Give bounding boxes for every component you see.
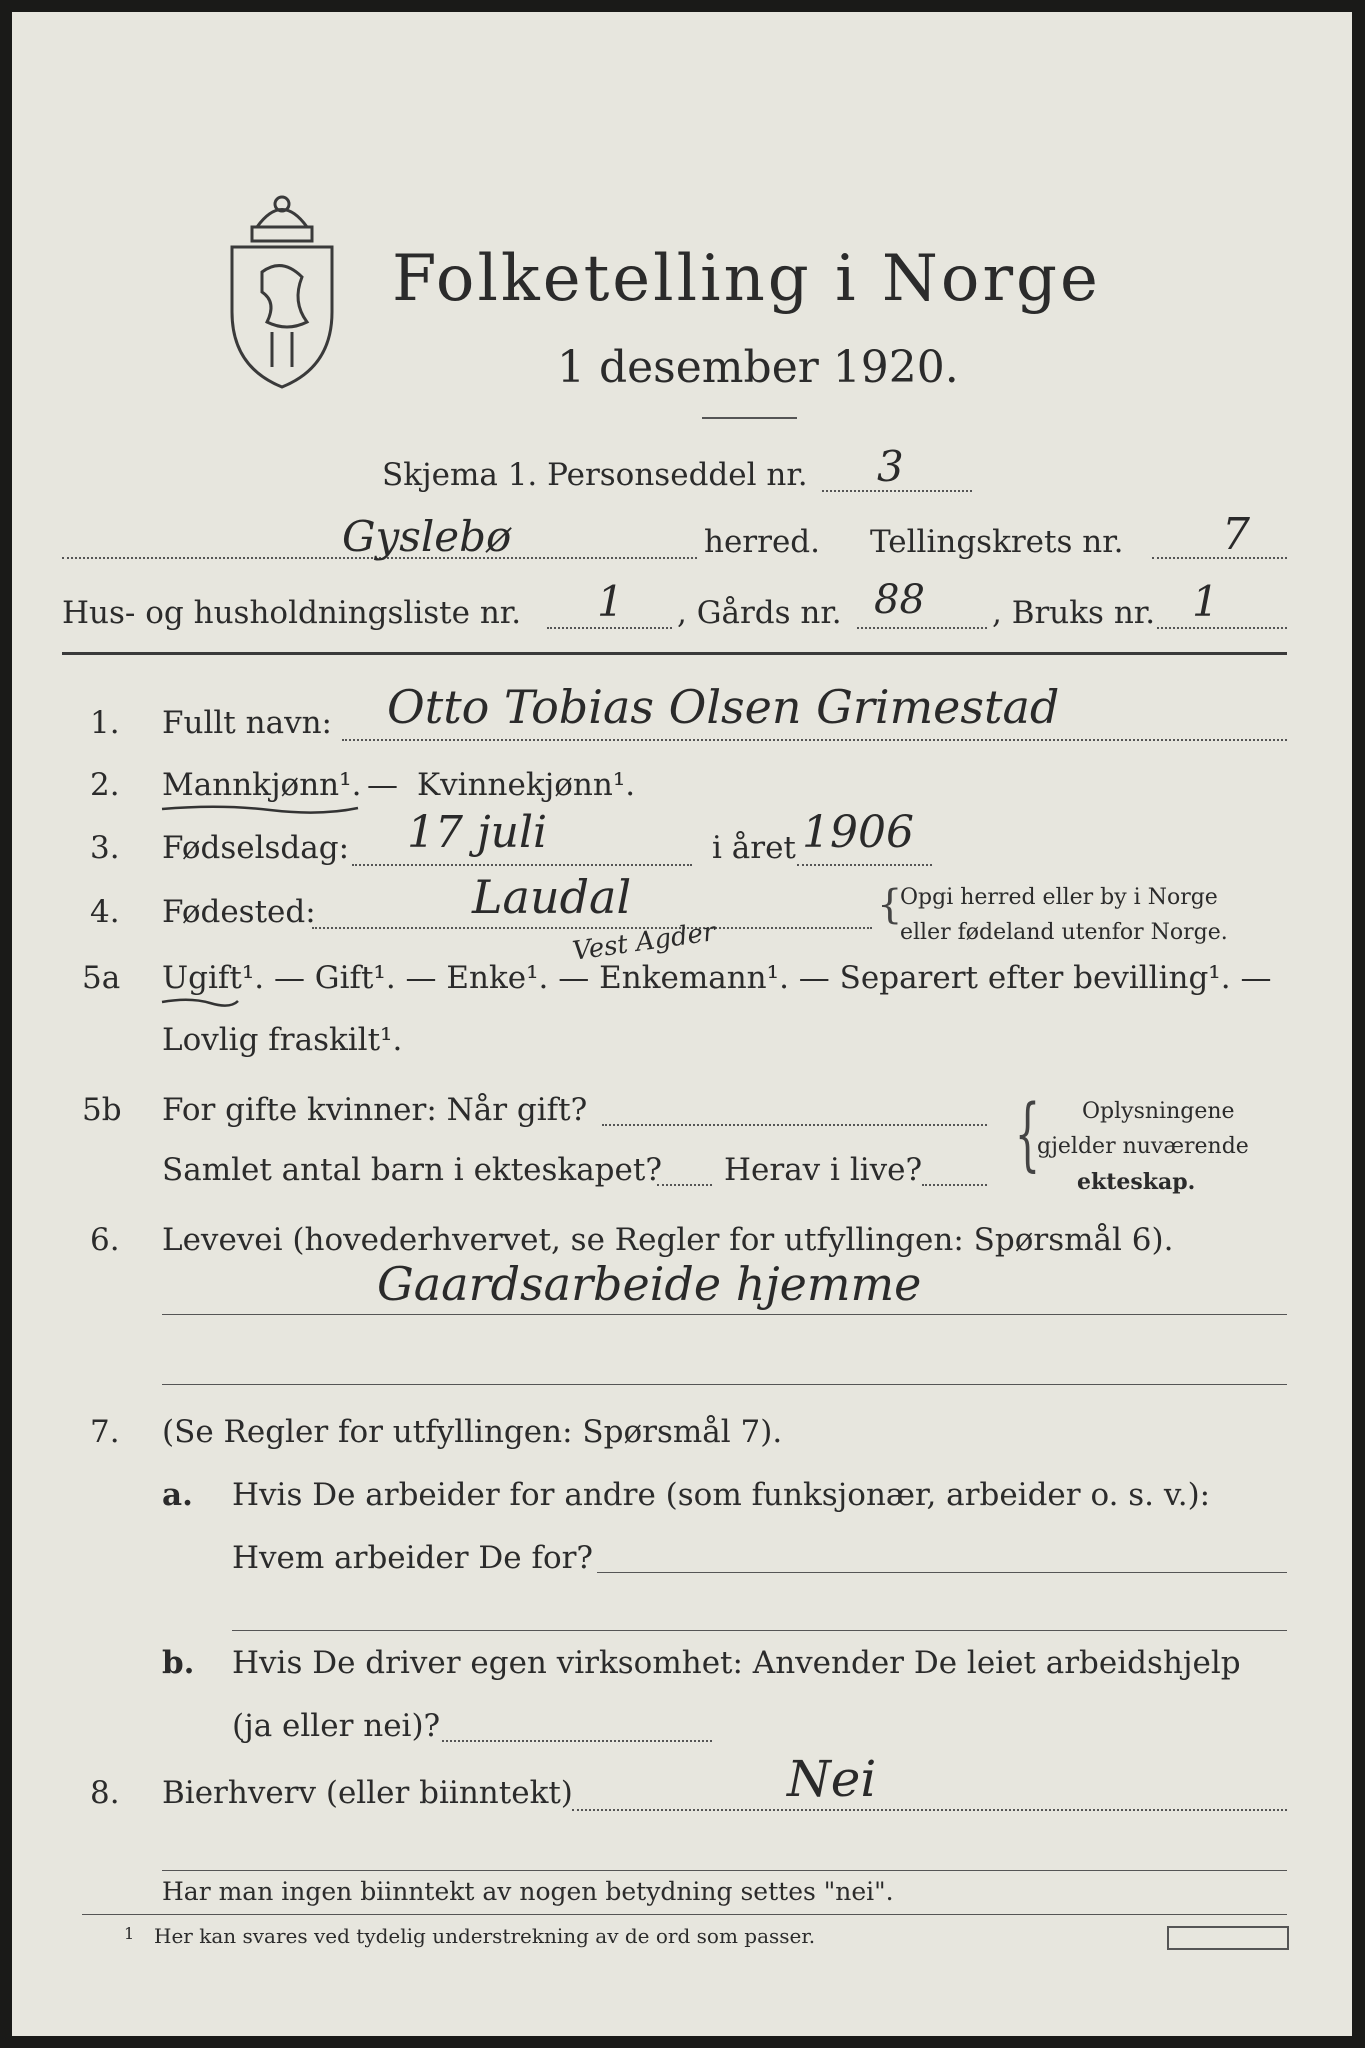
herred-value[interactable]: Gyslebø (342, 512, 512, 561)
husholdningsliste-label: Hus- og husholdningsliste nr. (62, 595, 522, 631)
coat-of-arms-icon (212, 182, 352, 397)
printer-stamp (1167, 1926, 1289, 1950)
header-divider (62, 652, 1287, 655)
q8-note: Har man ingen biinntekt av nogen betydning settes "nei". (162, 1877, 894, 1906)
male-underline-mark (160, 802, 360, 816)
q5a-number: 5a (82, 960, 121, 996)
q5a-options[interactable]: Ugift¹. — Gift¹. — Enke¹. — Enkemann¹. — Separert efter bevilling¹. — (162, 960, 1272, 996)
q5b-note-line2: gjelder nuværende (1037, 1134, 1249, 1159)
q2-number: 2. (90, 767, 120, 803)
q5b-alive-label: Herav i live? (724, 1152, 923, 1188)
q4-number: 4. (90, 894, 120, 930)
q4-brace: { (877, 882, 903, 928)
q8-number: 8. (90, 1775, 120, 1811)
q6-label: Levevei (hovederhvervet, se Regler for utfyllingen: Spørsmål 6). (162, 1222, 1174, 1258)
tellingskrets-number[interactable]: 7 (1222, 509, 1250, 560)
birthday-value[interactable]: 17 juli (407, 807, 548, 858)
q4-note-line2: eller fødeland utenfor Norge. (900, 920, 1228, 945)
q2-female-option[interactable]: Kvinnekjønn¹. (417, 767, 636, 803)
full-name-value[interactable]: Otto Tobias Olsen Grimestad (387, 680, 1060, 734)
gards-number[interactable]: 88 (874, 577, 925, 623)
q7b-letter: b. (162, 1645, 195, 1681)
q7a-letter: a. (162, 1477, 193, 1513)
q7-number: 7. (90, 1414, 120, 1450)
q8-label: Bierhverv (eller biinntekt) (162, 1775, 573, 1811)
footer-divider (82, 1914, 1287, 1915)
q7a-question: Hvem arbeider De for? (232, 1540, 594, 1576)
q7a-label: Hvis De arbeider for andre (som funksjonær, arbeider o. s. v.): (232, 1477, 1211, 1513)
ugift-underline-mark (160, 996, 240, 1008)
bruks-number[interactable]: 1 (1192, 577, 1219, 626)
q5b-brace: { (1014, 1087, 1041, 1180)
q4-label: Fødested: (162, 894, 316, 930)
q5a-options-line2[interactable]: Lovlig fraskilt¹. (162, 1022, 403, 1058)
q7b-question: (ja eller nei)? (232, 1708, 441, 1744)
husholdningsliste-number[interactable]: 1 (597, 577, 624, 626)
q5b-note-line1: Oplysningene (1082, 1099, 1235, 1124)
q2-male-option[interactable]: Mannkjønn¹. (162, 767, 362, 803)
side-income-value[interactable]: Nei (787, 1750, 877, 1808)
q3-year-label: i året (712, 830, 796, 866)
form-title: Folketelling i Norge (392, 242, 1101, 316)
birth-year-value[interactable]: 1906 (802, 807, 914, 858)
birthplace-value[interactable]: Laudal (472, 870, 632, 924)
census-form (12, 12, 1352, 2036)
q3-number: 3. (90, 830, 120, 866)
q5b-children-label: Samlet antal barn i ekteskapet? (162, 1152, 662, 1188)
gards-label: , Gårds nr. (677, 595, 842, 631)
personseddel-number[interactable]: 3 (877, 442, 904, 491)
q7-label: (Se Regler for utfyllingen: Spørsmål 7). (162, 1414, 783, 1450)
q2-separator: — (367, 767, 398, 803)
q5b-number: 5b (82, 1092, 122, 1128)
footnote-text: Her kan svares ved tydelig understrekning av de ord som passer. (154, 1924, 816, 1948)
annotation-vest-agder: Vest Agder (570, 917, 718, 967)
herred-label: herred. (704, 524, 820, 560)
title-divider (702, 417, 797, 419)
q5b-note-line3: ekteskap. (1077, 1169, 1196, 1195)
q4-note-line1: Opgi herred eller by i Norge (900, 885, 1218, 910)
form-date: 1 desember 1920. (557, 342, 959, 393)
q6-number: 6. (90, 1222, 120, 1258)
bruks-label: , Bruks nr. (992, 595, 1156, 631)
q1-number: 1. (90, 705, 120, 741)
schema-label: Skjema 1. Personseddel nr. (382, 457, 808, 493)
occupation-value[interactable]: Gaardsarbeide hjemme (377, 1257, 922, 1311)
q1-label: Fullt navn: (162, 705, 332, 741)
q3-label: Fødselsdag: (162, 830, 350, 866)
footnote-marker: 1 (124, 1924, 135, 1943)
q5b-label: For gifte kvinner: Når gift? (162, 1092, 588, 1128)
tellingskrets-label: Tellingskrets nr. (870, 524, 1124, 560)
q7b-label: Hvis De driver egen virksomhet: Anvender De leiet arbeidshjelp (232, 1645, 1241, 1681)
